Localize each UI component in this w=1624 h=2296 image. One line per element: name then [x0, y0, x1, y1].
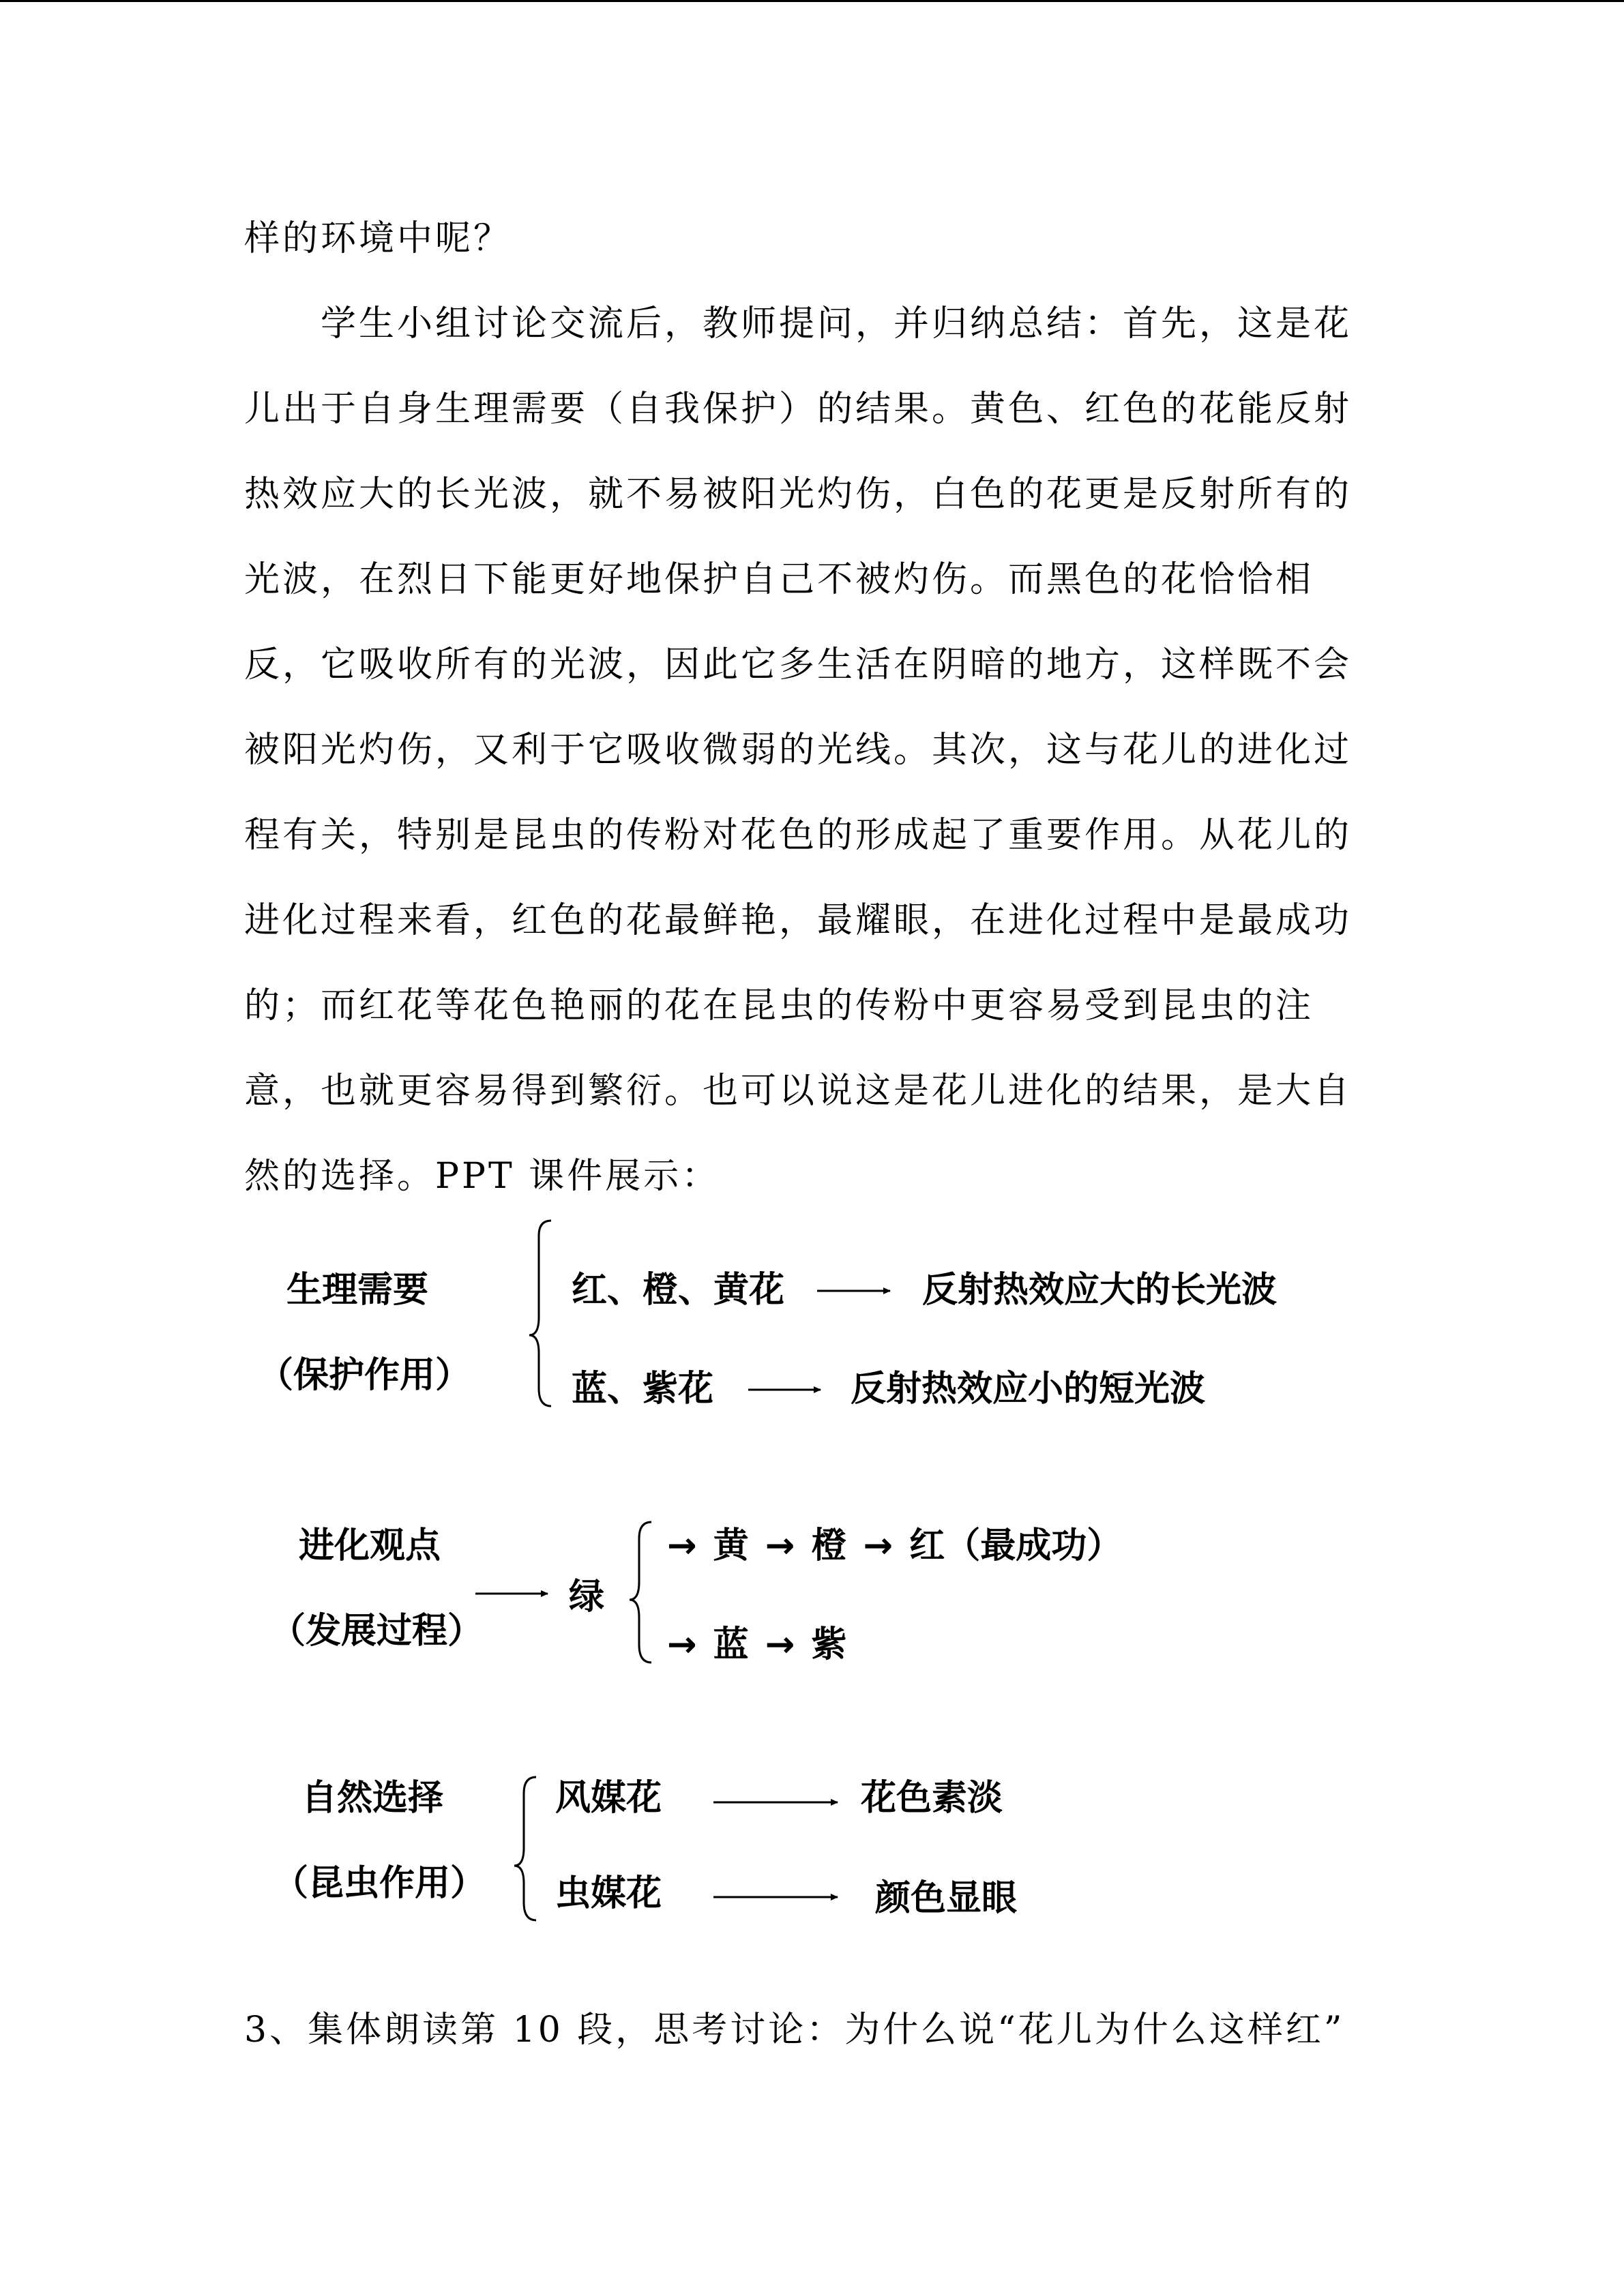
- body-line-1: 样的环境中呢？: [244, 218, 512, 259]
- body-line-3: 儿出于自身生理需要（自我保护）的结果。黄色、红色的花能反射: [244, 389, 1353, 430]
- diagram1-subtitle: （保护作用）: [258, 1355, 471, 1396]
- diagram1-brace: [529, 1221, 551, 1406]
- diagram1-row1-left: 红、橙、黄花: [572, 1270, 785, 1311]
- body-line-5: 光波，在烈日下能更好地保护自己不被灼伤。而黑色的花恰恰相: [244, 559, 1314, 600]
- body-line-6: 反，它吸收所有的光波，因此它多生活在阴暗的地方，这样既不会: [244, 644, 1353, 685]
- body-line-7: 被阳光灼伤，又利于它吸收微弱的光线。其次，这与花儿的进化过: [244, 730, 1353, 771]
- diagram2-row1: → 黄 → 橙 → 红（最成功）: [667, 1525, 1123, 1566]
- diagram2-center: 绿: [569, 1577, 605, 1617]
- diagram2-brace: [630, 1522, 651, 1663]
- diagram2-row2: → 蓝 → 紫: [667, 1624, 847, 1665]
- diagram3-title: 自然选择: [301, 1778, 444, 1819]
- body-line-12: 然的选择。PPT 课件展示：: [244, 1156, 720, 1197]
- body-line-8: 程有关，特别是昆虫的传粉对花色的形成起了重要作用。从花儿的: [244, 815, 1353, 856]
- body-line-9: 进化过程来看，红色的花最鲜艳，最耀眼，在进化过程中是最成功: [244, 900, 1353, 941]
- diagram3-row1-left: 风媒花: [555, 1778, 662, 1819]
- body-line-11: 意，也就更容易得到繁衍。也可以说这是花儿进化的结果，是大自: [244, 1071, 1353, 1112]
- diagram1-row2-right: 反射热效应小的短光波: [851, 1369, 1206, 1410]
- body-line-10: 的；而红花等花色艳丽的花在昆虫的传粉中更容易受到昆虫的注: [244, 985, 1314, 1026]
- diagram1-row2-left: 蓝、紫花: [572, 1369, 714, 1410]
- diagram1-row1-right: 反射热效应大的长光波: [922, 1270, 1278, 1311]
- diagram3-subtitle: （昆虫作用）: [273, 1863, 486, 1904]
- diagram1-title: 生理需要: [286, 1270, 429, 1311]
- closing-line: 3、集体朗读第 10 段，思考讨论：为什么说“花儿为什么这样红”: [244, 2010, 1345, 2051]
- diagram3-brace: [514, 1777, 536, 1920]
- diagram3-row2-right: 颜色显眼: [875, 1878, 1018, 1919]
- diagram3-row2-left: 虫媒花: [555, 1873, 662, 1914]
- diagram2-title: 进化观点: [299, 1525, 441, 1566]
- diagram3-row1-right: 花色素淡: [861, 1778, 1003, 1819]
- body-line-4: 热效应大的长光波，就不易被阳光灼伤，白色的花更是反射所有的: [244, 474, 1353, 515]
- body-line-2: 学生小组讨论交流后，教师提问，并归纳总结：首先，这是花: [321, 303, 1353, 344]
- diagram2-subtitle: （发展过程）: [270, 1611, 484, 1652]
